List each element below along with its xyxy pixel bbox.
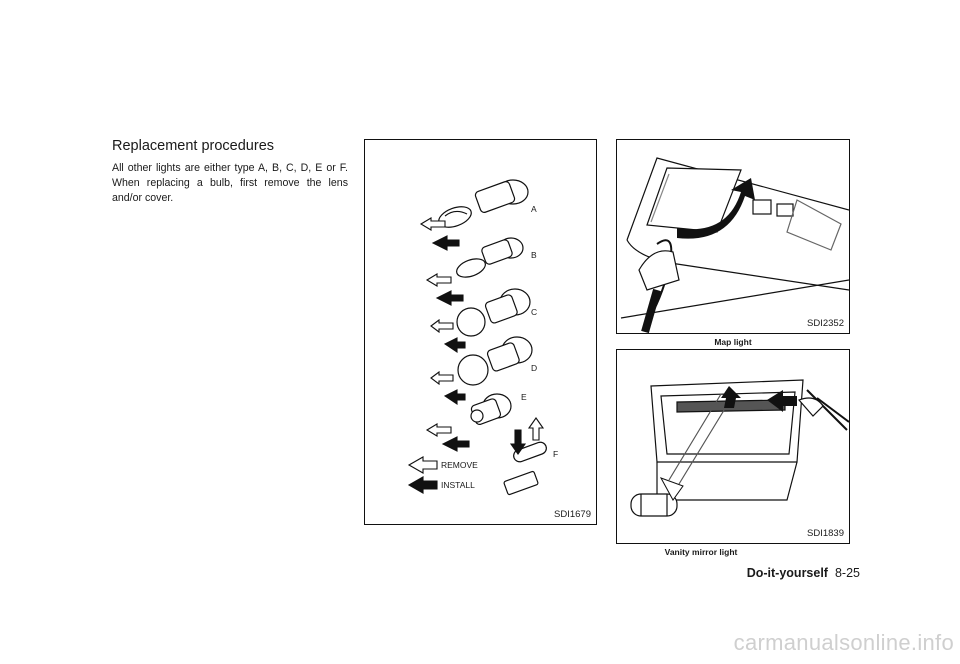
watermark: carmanualsonline.info <box>733 630 954 655</box>
figure-vanity-mirror-light <box>616 349 850 544</box>
figure-caption: Map light <box>714 337 752 347</box>
bulb-e-icon <box>470 394 511 426</box>
bulb-label-d: D <box>531 363 538 373</box>
bulb-label-c: C <box>531 307 538 317</box>
bulb-label-a: A <box>531 204 537 214</box>
bulb-c-icon <box>457 289 530 336</box>
footer-section: Do-it-yourself <box>746 566 828 580</box>
page-number: 8-25 <box>834 566 860 580</box>
legend-install-label: INSTALL <box>441 480 475 490</box>
bulb-b-icon <box>454 238 523 281</box>
vanity-mirror-illustration <box>617 350 849 543</box>
bulb-d-icon <box>458 337 532 385</box>
bulb-label-b: B <box>531 250 537 260</box>
figure-code: SDI1839 <box>807 528 844 539</box>
bulb-types-illustration <box>365 140 596 524</box>
section-body: All other lights are either type A, B, C, D, E or F. When replacing a bulb, first remove the lens and/or cover. <box>112 162 348 204</box>
figure-code: SDI2352 <box>807 318 844 329</box>
fuse-bulb-icon <box>631 494 677 516</box>
page-footer <box>747 566 860 580</box>
figure-code: SDI1679 <box>554 509 591 520</box>
bulb-a-icon <box>436 180 528 231</box>
figure-map-light <box>616 139 850 334</box>
figure-caption: Vanity mirror light <box>664 547 738 557</box>
legend-remove-label: REMOVE <box>441 460 478 470</box>
section-heading: Replacement procedures <box>112 138 275 154</box>
figure-bulb-types <box>364 139 597 525</box>
remove-arrow-icon <box>409 457 437 473</box>
map-light-illustration <box>617 140 849 333</box>
install-arrow-icon <box>409 477 437 493</box>
bulb-label-f: F <box>553 449 559 459</box>
bulb-f-icon <box>504 441 548 496</box>
bulb-label-e: E <box>521 392 527 402</box>
